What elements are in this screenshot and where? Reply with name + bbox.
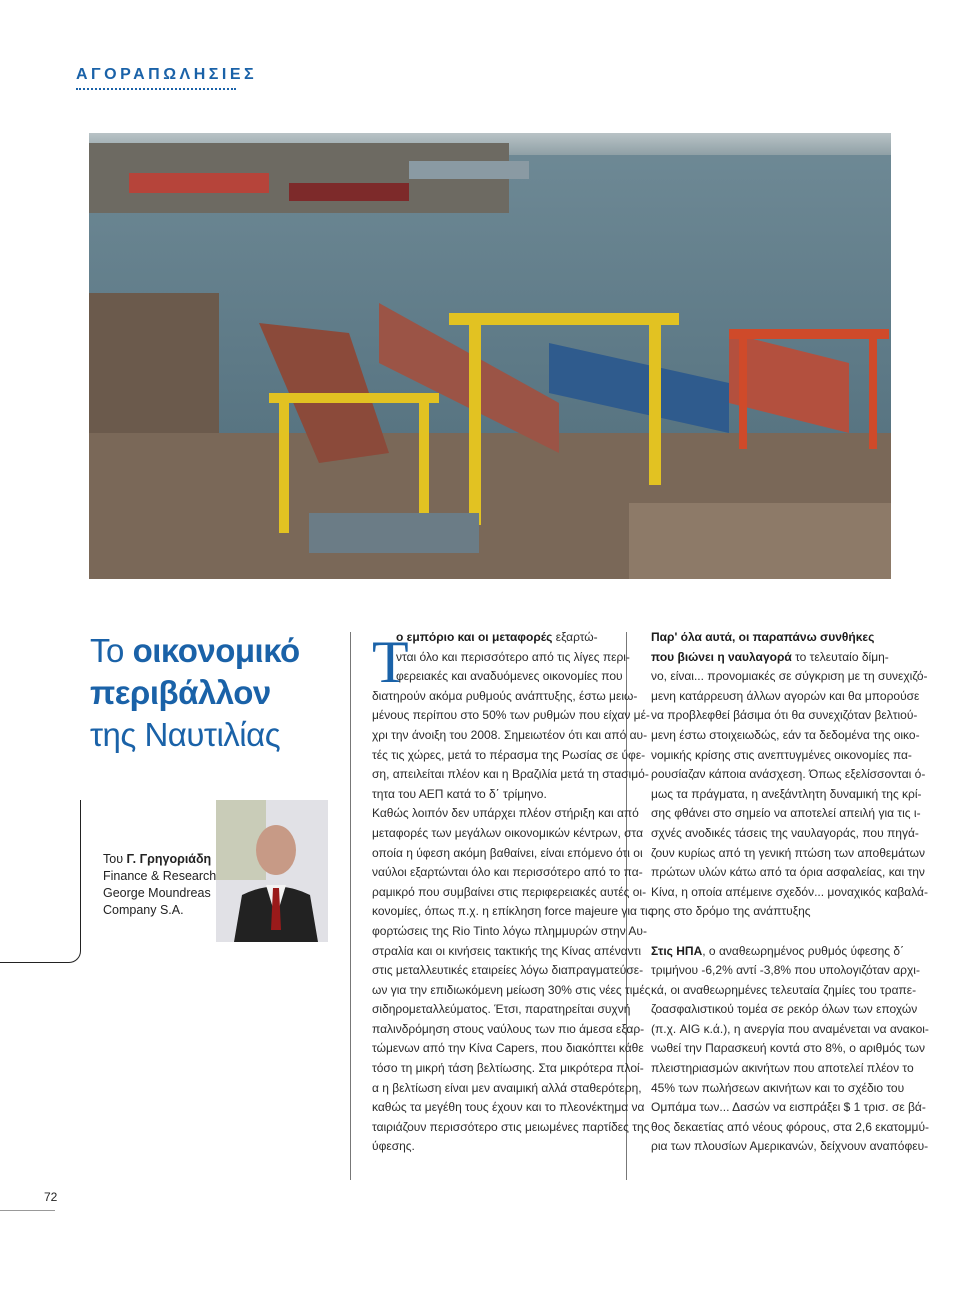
text-line: ταιριάζουν περισσότερο στις μειωμένες παρτίδες της <box>372 1119 650 1134</box>
text-line: καθώς τα μεγέθη τους έχουν και το πλεονέκτημα να <box>372 1100 645 1115</box>
text-line: μεταφορές των μεγάλων οικονομικών κέντρων, στα <box>372 825 644 840</box>
article-title <box>90 630 350 756</box>
text-line: Καθώς λοιπόν δεν υπάρχει πλέον στήριξη και από <box>372 806 639 821</box>
text-line: τώμενων από την Κίνα Capers, που διακόπτει κάθε <box>372 1041 644 1056</box>
paragraph-gap <box>651 922 887 942</box>
text-line: ρια των πλουσίων Αμερικανών, δείχνουν αναπόφευ- <box>651 1139 929 1154</box>
text-line: 45% των πωλήσεων ακινήτων και το σχέδιο του <box>651 1080 905 1095</box>
text-line: νται όλο και περισσότερο από τις λίγες περι- <box>396 649 630 664</box>
text-line: (π.χ. AIG κ.ά.), η ανεργία που αναμένεται να ανακοι- <box>651 1021 929 1036</box>
title-bold-1: οικονομικό <box>132 632 300 669</box>
shipyard-photo <box>89 133 891 579</box>
byline-bracket <box>0 800 81 963</box>
text-line: νομικής κρίσης στις ανεπτυγμένες οικονομίες πα- <box>651 747 912 762</box>
section-rule <box>76 88 236 90</box>
text-line: θος δεκαετίας από νέους φόρους, στα 2,6 εκατομμύ- <box>651 1119 930 1134</box>
text-run: , ο αναθεωρημένος ρυθμός ύφεσης δ΄ <box>702 943 905 958</box>
text-line: τόσο τη μικρή τάση βελτίωσης. Στα μικρότερα πλοί- <box>372 1061 644 1076</box>
text-line: νο, είναι... προνομιακές σε σύγκριση με τη συνεχιζό- <box>651 669 928 684</box>
text-line: μως τα πράγματα, η ανεξάντλητη δυναμική της κρί- <box>651 786 922 801</box>
text-line: ρουσίαζαν κάποια ανάσχεση. Όπως εξελίσσονται ό- <box>651 767 926 782</box>
drop-cap: Τ <box>372 629 409 695</box>
text-line: μενη κατάρρευση άλλων αγορών και θα μπορούσε <box>651 688 920 703</box>
text-line: ναύλοι εξαρτώνται όλο και περισσότερο από το πα- <box>372 865 643 880</box>
text-line: πρώτων υλών κάτω από τα όρια ασφαλείας, και την <box>651 865 925 880</box>
text-line: τητα του ΑΕΠ κατά το δ΄ τρίμηνο. <box>372 786 547 801</box>
text-line <box>651 648 887 668</box>
text-line: φερειακές και αναδυόμενες οικονομίες που <box>396 669 623 684</box>
lead-text: που βιώνει η ναυλαγορά <box>651 649 792 664</box>
title-prefix: Το <box>90 632 133 669</box>
byline-prefix: Του <box>103 852 127 866</box>
text-line: σης φθάνει στο σημείο να αποτελεί απειλή για τις ι- <box>651 806 921 821</box>
article-column-1 <box>372 628 654 1157</box>
article-column-2 <box>651 628 930 1157</box>
text-line: παλινδρόμηση στους ναύλους των πιο άμεσα εξαρ- <box>372 1021 645 1036</box>
text-line: χρι την άνοιξη του 2008. Σημειωτέον ότι και από αυ- <box>372 727 648 742</box>
text-line: πλειστηριασμών ακινήτων που αποτελεί πλέον το <box>651 1061 914 1076</box>
text-line: σχνές ανοδικές τάσεις της ναυλαγοράς, που πηγά- <box>651 825 919 840</box>
column-rule-1 <box>350 632 351 1180</box>
title-bold-2: περιβάλλον <box>90 674 271 711</box>
byline-line-2: Finance & Research <box>103 869 217 883</box>
text-line: μενη έστω στοιχειωδώς, εάν τα δεδομένα της οικο- <box>651 727 920 742</box>
text-line: ύφεσης. <box>372 1139 415 1154</box>
text-line: να προβλεφθεί βάσιμα ότι θα συνεχιζόταν βελτιού- <box>651 708 918 723</box>
text-run: το τελευταίο δίμη- <box>791 649 889 664</box>
byline-line-4: Company S.A. <box>103 903 184 917</box>
text-line: νωθεί την Παρασκευή κοντά στο 8%, ο αριθμός των <box>651 1041 925 1056</box>
section-label: ΑΓΟΡΑΠΩΛΗΣΙΕΣ <box>76 66 258 83</box>
text-line: σιδηρομεταλλεύματος. Έτσι, παρατηρείται συχνή <box>372 1002 631 1017</box>
lead-text: Παρ' όλα αυτά, οι παραπάνω συνθήκες <box>651 630 875 644</box>
text-line: κονομίες, όπως π.χ. η επίκληση force majeure για τις <box>372 904 654 919</box>
lead-text: ο εμπόριο και οι μεταφορές <box>396 630 553 644</box>
text-line: μένους περίπου στο 50% των ρυθμών που είχαν μέ- <box>372 708 650 723</box>
page-number: 72 <box>44 1190 58 1204</box>
title-line-3: της Ναυτιλίας <box>90 716 281 753</box>
text-run: εξαρτώ- <box>552 630 598 644</box>
text-line: ζουν κυρίως από τη γενική πτώση των αποθεμάτων <box>651 845 926 860</box>
text-line: στις μεταλλευτικές εταιρείες λόγω διαπραγματεύσε- <box>372 963 644 978</box>
text-line: φορτώσεις της Rio Tinto λόγω πλημμυρών στην Αυ- <box>372 923 647 938</box>
byline-line-3: George Moundreas <box>103 886 211 900</box>
text-line: οποία η ύφεση ακόμη βαθαίνει, είναι επόμενο ότι οι <box>372 845 643 860</box>
text-line: ζοασφαλιστικού τομέα σε ρεκόρ όλων των εποχών <box>651 1002 918 1017</box>
text-line: κά, οι αναθεωρημένες τελευταία ζημίες του τραπε- <box>651 982 917 997</box>
text-line: τριμήνου -6,2% αντί -3,8% που υπολογιζόταν αρχι- <box>651 963 920 978</box>
text-line: τές τις χώρες, μετά το πέρασμα της Ρωσίας σε ύφε- <box>372 747 646 762</box>
text-line <box>651 942 905 962</box>
text-line: ραμικρό που συμβαίνει στις περιφερειακές αυτές οι- <box>372 884 647 899</box>
text-line <box>372 628 608 648</box>
lead-text: Στις ΗΠΑ <box>651 943 703 958</box>
text-line: ων για την επιδιωκόμενη μείωση 30% στις νέες τιμές <box>372 982 651 997</box>
text-line: α η βελτίωση είναι μεν αναιμική αλλά σταθερότερη, <box>372 1080 642 1095</box>
text-line: διατηρούν ακόμα ρυθμούς ανάπτυξης, έστω μειω- <box>372 688 638 703</box>
footer-rule <box>0 1210 55 1211</box>
text-line: ρης στο δρόμο της ανάπτυξης <box>651 904 811 919</box>
author-portrait <box>216 800 328 942</box>
text-line: Ομπάμα των... Δασών να εισπράξει $ 1 τρισ. σε βά- <box>651 1100 926 1115</box>
byline <box>103 851 216 919</box>
text-line: Κίνα, η οποία απέμεινε σχεδόν... μοναχικός καβαλά- <box>651 884 928 899</box>
byline-author: Γ. Γρηγοριάδη <box>126 852 212 866</box>
text-line: ση, απειλείται πλέον και η Βραζιλία μετά τη στασιμό- <box>372 767 649 782</box>
text-line: στραλία και οι κινήσεις τακτικής της Κίνας απέναντι <box>372 943 642 958</box>
